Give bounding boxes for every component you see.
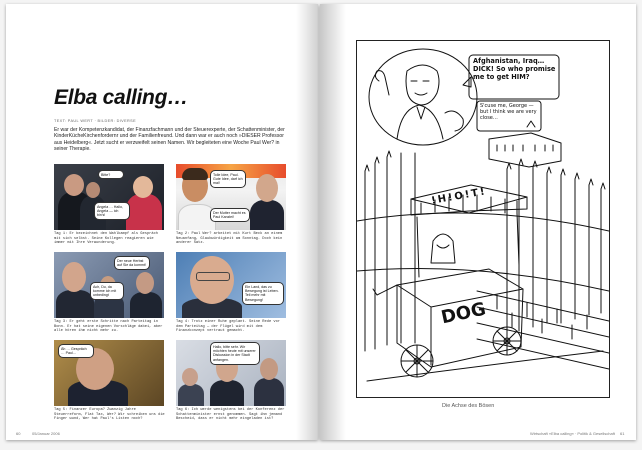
folio-text-left: 05/Januar 2006 <box>32 431 60 436</box>
photo-4 <box>176 252 286 318</box>
photo-caption: Tag 1: Er bezeichnet den Wahlkampf als Gespräch mit sich selbst. Seine Kollegen reagieren wie immer mit Ihre Verwunderung. <box>54 232 159 245</box>
gutter-shadow-left <box>296 4 318 440</box>
article-headline: Elba calling… <box>54 86 188 109</box>
photo-caption: Tag 4: Trotz einer Ruhe geplant. Seine Rede vor dem Parteitag — der Flügel wird mit dem Finanzkonzept vertraut gemacht. <box>176 320 281 333</box>
speech-bubble: Der Mutter macht es Paul Kanzlei! <box>210 208 250 222</box>
cartoon-speech-text: Afghanistan, Iraq… DICK! So who promise me to get HIM? <box>473 57 556 81</box>
speech-bubble: Äh … Gespräch … Paul… <box>58 344 94 358</box>
cartoon-illustration <box>356 40 610 398</box>
photo-caption: Tag 2: Paul Wer? arbeitet mit Kurt Beck an einem Neuanfang, Glaubwürdigkeit am Sonntag. Doch kein anderer Satz. <box>176 232 283 245</box>
folio-text-right: Wirtschaft »Elba calling« · Politik & Gesellschaft <box>530 431 615 436</box>
cartoon-reply-text: S'cuse me, George — but I think we are very close… <box>480 103 537 121</box>
speech-bubble: Ein Land, das zu Bewegung ist Leben. Teil mehr mit Bewegung! <box>242 282 284 305</box>
speech-bubble: Ach, Du, da komme ich mit unbedingt <box>90 282 124 300</box>
gutter-shadow-right <box>320 4 346 440</box>
photo-2 <box>176 164 286 230</box>
photo-3 <box>54 252 164 318</box>
cartoon-drawing <box>357 41 609 397</box>
left-page <box>6 4 318 440</box>
article-byline: TEXT: PAUL WERT · BILDER: DIVERSE <box>54 119 137 123</box>
speech-bubble: Bitte? <box>98 170 124 179</box>
photo-1 <box>54 164 164 230</box>
speech-bubble: Hallo, bitte sehr. Wir möchten heute mit unserer Diskussion in der Stadt anfangen. <box>210 342 260 365</box>
photo-6 <box>176 340 286 406</box>
magazine-spread <box>6 4 636 442</box>
right-page <box>320 4 636 440</box>
kiosk-sign-text: !H!O!T! <box>430 186 488 207</box>
speech-bubble: Tolle Idee, Paul. Gute Idee, darf ich mal! <box>210 170 246 188</box>
photo-5 <box>54 340 164 406</box>
article-intro: Er war der Kompetenzkandidat, der Finanzfachmann und der Steuerexperte, der Schattenminister, der KinderKücheKirchenfordernr und der Familienfreund. Und dann war er auch noch »DIESER Professor aus Heidelberg«. Jetzt sucht er verzweifelt seinen Namen. Wir begleiteten eine Woche Paul Wer? in seiner Therapie. <box>54 127 285 153</box>
photo-caption: Tag 6: Ich werde wenigstens bei der Konferenz der Schattenminister ernst genommen. Sagt ihm jemand Bescheid, dass er nicht mehr eingeladen ist? <box>176 408 285 421</box>
speech-bubble: Der neue Herbst auf Sie da kommt! <box>114 256 150 270</box>
folio-number-right: 61 <box>620 431 625 436</box>
speech-bubble: Angela … Hallo, Angela — ich bin's! <box>94 202 130 220</box>
photo-caption: Tag 3: Er geht erste Schritte nach Parteitag in Bonn. Er hat seine eigenen Vorschläge dabei, aber alle hören ihm nicht mehr zu. <box>54 320 163 333</box>
folio-number-left: 60 <box>16 431 21 436</box>
photo-caption: Tag 5: Finanzer Europa? Zwanzig Jahre Steuerreform, Flat Tax, Wer? Wir schreiben uns die Finger wund, Wer hat Paul's Listen noch? <box>54 408 165 421</box>
cartoon-caption: Die Achse des Bösen <box>442 403 495 409</box>
cart-label-text: DOG <box>439 298 488 329</box>
